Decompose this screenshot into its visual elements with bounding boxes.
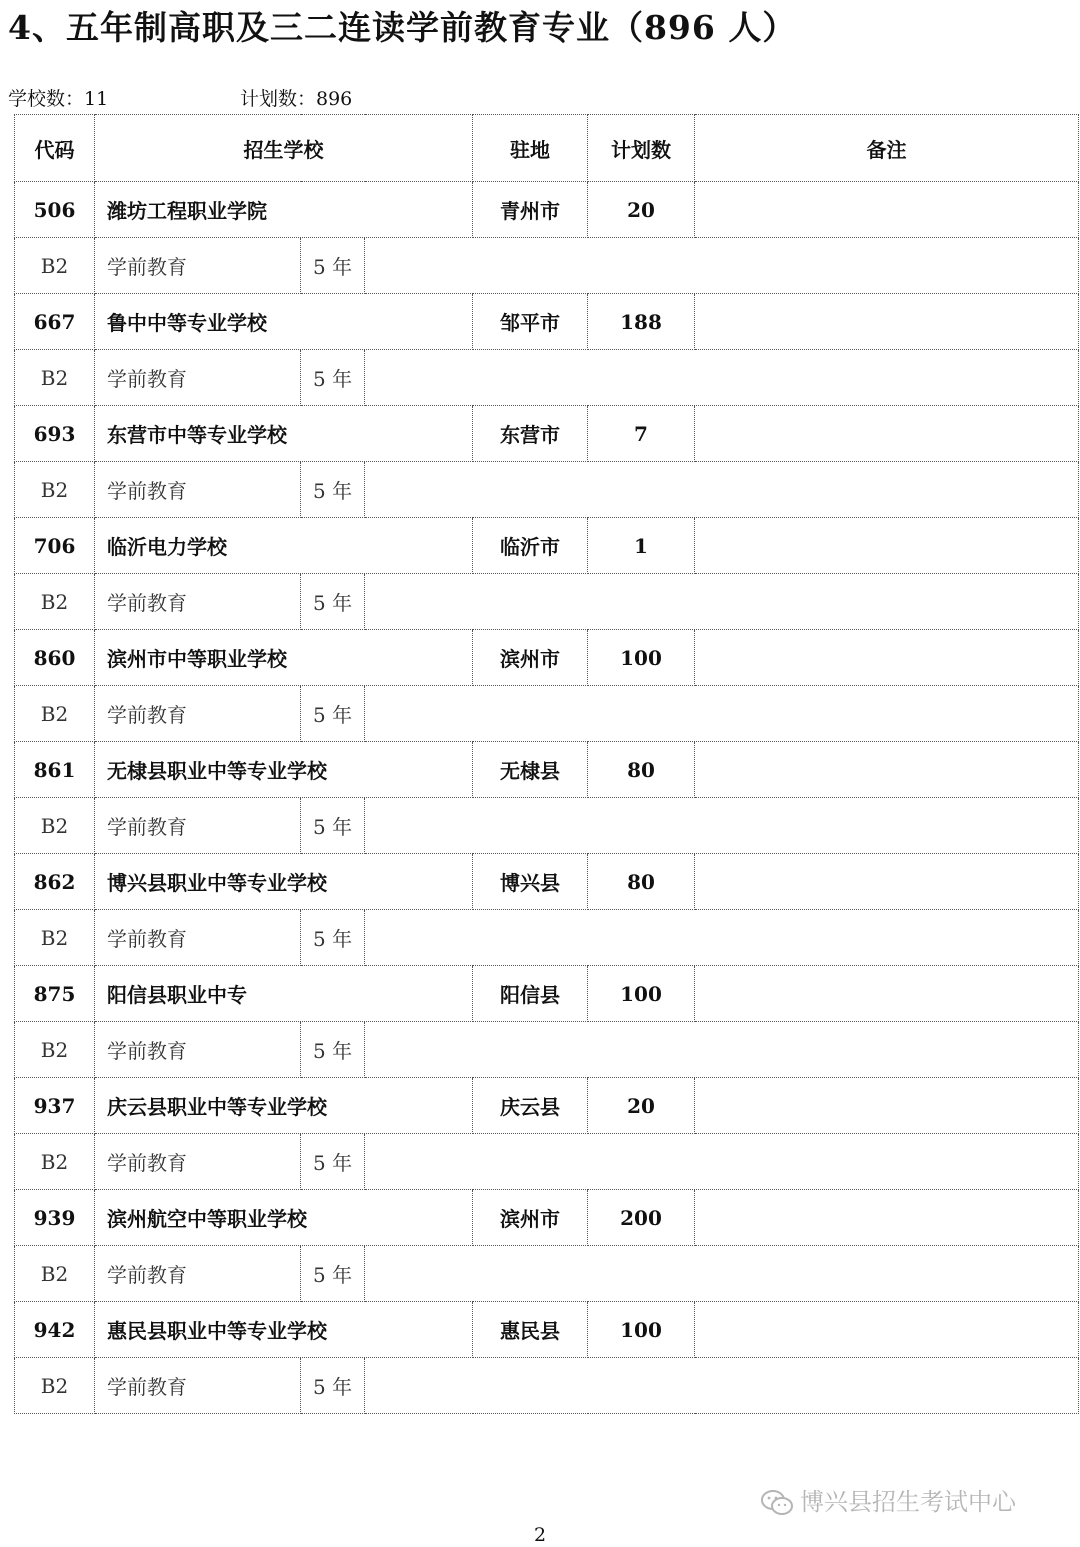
study-years: 5 年 <box>301 574 365 630</box>
school-code: 875 <box>15 966 95 1022</box>
major-name: 学前教育 <box>95 1022 301 1078</box>
school-row <box>15 182 1079 238</box>
plan-number: 1 <box>588 518 695 574</box>
major-code: B2 <box>15 686 95 742</box>
school-row <box>15 294 1079 350</box>
major-row <box>15 910 1079 966</box>
major-code: B2 <box>15 574 95 630</box>
plan-number: 20 <box>588 182 695 238</box>
remarks-cell <box>695 742 1079 798</box>
school-code: 667 <box>15 294 95 350</box>
major-row <box>15 350 1079 406</box>
study-years: 5 年 <box>301 1358 365 1414</box>
school-location: 无棣县 <box>473 742 588 798</box>
school-name: 临沂电力学校 <box>95 518 473 574</box>
major-row-blank <box>365 1246 1079 1302</box>
school-name: 惠民县职业中等专业学校 <box>95 1302 473 1358</box>
plan-number: 188 <box>588 294 695 350</box>
remarks-cell <box>695 630 1079 686</box>
school-code: 862 <box>15 854 95 910</box>
major-row <box>15 1358 1079 1414</box>
study-years: 5 年 <box>301 462 365 518</box>
school-row <box>15 406 1079 462</box>
remarks-cell <box>695 182 1079 238</box>
major-name: 学前教育 <box>95 574 301 630</box>
major-code: B2 <box>15 1358 95 1414</box>
remarks-cell <box>695 1190 1079 1246</box>
school-row <box>15 1078 1079 1134</box>
remarks-cell <box>695 854 1079 910</box>
major-row <box>15 798 1079 854</box>
school-location: 东营市 <box>473 406 588 462</box>
major-row <box>15 686 1079 742</box>
major-row-blank <box>365 1358 1079 1414</box>
plan-number: 100 <box>588 630 695 686</box>
major-code: B2 <box>15 462 95 518</box>
school-location: 庆云县 <box>473 1078 588 1134</box>
remarks-cell <box>695 294 1079 350</box>
school-row <box>15 518 1079 574</box>
header-plan: 计划数 <box>588 115 695 182</box>
wechat-icon <box>760 1489 794 1517</box>
remarks-cell <box>695 518 1079 574</box>
study-years: 5 年 <box>301 350 365 406</box>
major-row <box>15 1022 1079 1078</box>
major-row <box>15 462 1079 518</box>
major-name: 学前教育 <box>95 238 301 294</box>
study-years: 5 年 <box>301 686 365 742</box>
major-row <box>15 238 1079 294</box>
header-code: 代码 <box>15 115 95 182</box>
remarks-cell <box>695 406 1079 462</box>
major-name: 学前教育 <box>95 350 301 406</box>
major-name: 学前教育 <box>95 1246 301 1302</box>
page-number: 2 <box>533 1524 547 1546</box>
plan-number: 80 <box>588 854 695 910</box>
major-code: B2 <box>15 1134 95 1190</box>
plan-count: 计划数：896 <box>240 88 353 110</box>
major-name: 学前教育 <box>95 1134 301 1190</box>
major-name: 学前教育 <box>95 686 301 742</box>
study-years: 5 年 <box>301 1246 365 1302</box>
major-row-blank <box>365 462 1079 518</box>
school-location: 邹平市 <box>473 294 588 350</box>
school-name: 庆云县职业中等专业学校 <box>95 1078 473 1134</box>
school-location: 临沂市 <box>473 518 588 574</box>
study-years: 5 年 <box>301 238 365 294</box>
major-code: B2 <box>15 1022 95 1078</box>
study-years: 5 年 <box>301 798 365 854</box>
major-code: B2 <box>15 910 95 966</box>
watermark-text: 博兴县招生考试中心 <box>800 1488 1016 1516</box>
table-body <box>15 182 1079 1414</box>
major-row-blank <box>365 238 1079 294</box>
school-code: 693 <box>15 406 95 462</box>
major-row <box>15 1246 1079 1302</box>
school-row <box>15 630 1079 686</box>
school-name: 无棣县职业中等专业学校 <box>95 742 473 798</box>
plan-number: 20 <box>588 1078 695 1134</box>
school-row <box>15 1190 1079 1246</box>
header-school: 招生学校 <box>95 115 473 182</box>
school-name: 东营市中等专业学校 <box>95 406 473 462</box>
school-row <box>15 1302 1079 1358</box>
school-name: 博兴县职业中等专业学校 <box>95 854 473 910</box>
school-name: 阳信县职业中专 <box>95 966 473 1022</box>
plan-number: 7 <box>588 406 695 462</box>
school-name: 滨州航空中等职业学校 <box>95 1190 473 1246</box>
major-row-blank <box>365 910 1079 966</box>
school-location: 滨州市 <box>473 630 588 686</box>
school-location: 惠民县 <box>473 1302 588 1358</box>
header-remarks: 备注 <box>695 115 1079 182</box>
major-code: B2 <box>15 798 95 854</box>
major-code: B2 <box>15 238 95 294</box>
remarks-cell <box>695 966 1079 1022</box>
header-location: 驻地 <box>473 115 588 182</box>
major-row-blank <box>365 574 1079 630</box>
major-code: B2 <box>15 1246 95 1302</box>
school-row <box>15 742 1079 798</box>
major-row-blank <box>365 798 1079 854</box>
school-row <box>15 966 1079 1022</box>
school-name: 潍坊工程职业学院 <box>95 182 473 238</box>
plan-number: 100 <box>588 1302 695 1358</box>
school-location: 滨州市 <box>473 1190 588 1246</box>
school-location: 阳信县 <box>473 966 588 1022</box>
school-code: 706 <box>15 518 95 574</box>
school-code: 861 <box>15 742 95 798</box>
school-name: 鲁中中等专业学校 <box>95 294 473 350</box>
major-row-blank <box>365 350 1079 406</box>
table-header-row <box>15 115 1079 182</box>
major-row <box>15 1134 1079 1190</box>
school-name: 滨州市中等职业学校 <box>95 630 473 686</box>
page-title: 4、五年制高职及三二连读学前教育专业（896 人） <box>8 8 797 47</box>
major-row-blank <box>365 1022 1079 1078</box>
plan-number: 80 <box>588 742 695 798</box>
major-name: 学前教育 <box>95 1358 301 1414</box>
major-name: 学前教育 <box>95 462 301 518</box>
major-row-blank <box>365 686 1079 742</box>
remarks-cell <box>695 1078 1079 1134</box>
study-years: 5 年 <box>301 1022 365 1078</box>
school-code: 506 <box>15 182 95 238</box>
school-code: 939 <box>15 1190 95 1246</box>
enrollment-table <box>14 114 1079 1414</box>
major-name: 学前教育 <box>95 798 301 854</box>
watermark <box>760 1482 1016 1517</box>
remarks-cell <box>695 1302 1079 1358</box>
major-code: B2 <box>15 350 95 406</box>
major-row-blank <box>365 1134 1079 1190</box>
plan-number: 200 <box>588 1190 695 1246</box>
school-row <box>15 854 1079 910</box>
school-code: 860 <box>15 630 95 686</box>
study-years: 5 年 <box>301 910 365 966</box>
major-name: 学前教育 <box>95 910 301 966</box>
school-location: 博兴县 <box>473 854 588 910</box>
plan-number: 100 <box>588 966 695 1022</box>
school-count: 学校数：11 <box>8 88 109 110</box>
study-years: 5 年 <box>301 1134 365 1190</box>
major-row <box>15 574 1079 630</box>
school-location: 青州市 <box>473 182 588 238</box>
school-code: 937 <box>15 1078 95 1134</box>
school-code: 942 <box>15 1302 95 1358</box>
